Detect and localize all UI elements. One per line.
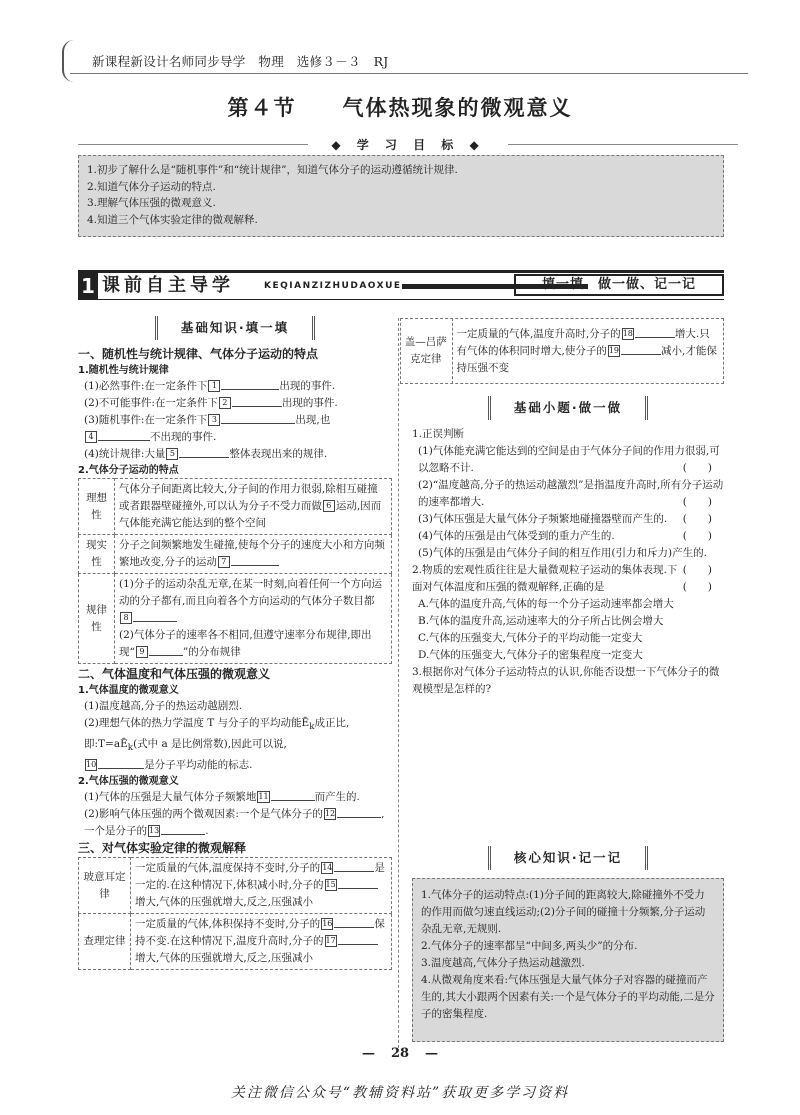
subheading-3: 1.气体温度的微观意义	[78, 685, 179, 696]
heading-two: 二、气体温度和气体压强的微观意义	[78, 667, 271, 681]
option-b[interactable]: B.气体的温度升高,运动速率大的分子所占比例会增大	[418, 615, 664, 627]
basic-knowledge-pill: 基础知识·填一填	[155, 316, 315, 340]
blank-box[interactable]: 15	[325, 880, 336, 890]
core-knowledge-pill: 核心知识·记一记	[488, 846, 648, 870]
blank-box[interactable]: 4	[85, 431, 97, 443]
answer-paren[interactable]: ( )	[682, 564, 712, 576]
page-title: 第４节 气体热现象的微观意义	[227, 96, 573, 120]
text-line: (1)温度越高,分子的热运动越剧烈.	[84, 700, 243, 712]
blank-box[interactable]: 17	[325, 936, 336, 946]
objectives-heading-text: 学 习 目 标	[356, 138, 460, 152]
objective-item: 3.理解气体压强的微观意义.	[87, 197, 216, 209]
blank-box[interactable]: 10	[86, 760, 97, 770]
row-value: 分子之间频繁地发生碰撞,使每个分子的速度大小和方向频繁地改变,分子的运动 7	[115, 535, 392, 574]
practice-column	[412, 396, 724, 698]
blank-box[interactable]: 19	[608, 345, 620, 355]
column-divider	[398, 318, 399, 1048]
question-1: 1.正误判断	[412, 428, 465, 440]
option-a[interactable]: A.气体的温度升高,气体的每一个分子运动速率都会增大	[418, 598, 674, 610]
judgement-item: (1)气体能充满它能达到的空间是由于气体分子间的作用力很弱,可以忽略不计. ( )	[412, 443, 724, 477]
practice-pill: 基础小题·做一做	[488, 396, 648, 420]
gay-lussac-row	[400, 318, 724, 384]
row-value: 一定质量的气体,体积保持不变时,分子的 16 保持不变.在这种情况下,温度升高时,分子的 17增大,气体的压强就增大,反之,压强减小	[131, 914, 392, 970]
core-item: 1.气体分子的运动特点:(1)分子间的距离较大,除碰撞外不受力的作用而做匀速直线运动;(2)分子间的碰撞十分频繁,分子运动杂乱无章,无规则.	[421, 889, 706, 935]
running-title: 新课程新设计名师同步导学 物理 选修３－３ RJ	[92, 54, 389, 69]
row-value: 一定质量的气体,温度升高时,分子的 18 增大.只有气体的体积同时增大,使分子的 19 减小,才能保持压强不变	[456, 327, 717, 374]
table-row	[400, 318, 724, 384]
answer-paren[interactable]: ( )	[682, 496, 712, 508]
row-key: 现实性	[79, 535, 115, 574]
fill-line: (2)不可能事件:在一定条件下 2 出现的事件.	[84, 397, 338, 409]
blank-box[interactable]: 2	[219, 397, 231, 409]
blank-box[interactable]: 14	[322, 863, 333, 873]
blank-box[interactable]: 13	[149, 826, 160, 836]
table-row	[79, 574, 392, 664]
blank-box[interactable]: 3	[208, 414, 220, 426]
motion-table	[78, 478, 392, 664]
footer-note: 关注微信公众号“教辅资料站”获取更多学习资料	[230, 1085, 570, 1101]
table-row	[79, 535, 392, 574]
question-2: 2.物质的宏观性质往往是大量微观粒子运动的集体表现.下面对气体温度和压强的微观解释,正确的是 ( )	[412, 562, 724, 596]
row-value: 一定质量的气体,温度保持不变时,分子的 14 是一定的.在这种情况下,体积减小时,分子的 15增大,气体的压强就增大,反之,压强减小	[131, 858, 392, 914]
subheading-4: 2.气体压强的微观意义	[78, 776, 179, 788]
section-pinyin: KEQIANZIZHUDAOXUE	[264, 281, 402, 291]
table-row	[79, 479, 392, 535]
fill-line: (3)随机事件:在一定条件下 3 出现,也	[84, 414, 331, 426]
section-tag: 填一填、做一做、记一记	[514, 274, 724, 296]
judgement-item: (3)气体压强是大量气体分子频繁地碰撞器壁而产生的. ( )	[412, 511, 724, 528]
core-knowledge-box	[412, 878, 724, 1042]
objectives-heading: ◆ 学 习 目 标 ◆	[78, 136, 738, 152]
blank-box[interactable]: 8	[120, 612, 132, 624]
question-3: 3.根据你对气体分子运动特点的认识,你能否设想一下气体分子的微观模型是怎样的?	[412, 666, 720, 695]
subheading-2: 2.气体分子运动的特点	[78, 465, 179, 476]
fill-line: 4 不出现的事件.	[78, 429, 392, 446]
blank-box[interactable]: 11	[258, 792, 269, 802]
judgement-item: (4)气体的压强是由气体受到的重力产生的. ( )	[412, 528, 724, 545]
header-rule	[70, 73, 748, 74]
row-key: 规律性	[79, 574, 115, 664]
row-value: (1)分子的运动杂乱无章,在某一时刻,向着任何一个方向运动的分子都有,而且向着各个方向运动的气体分子数目都8 (2)气体分子的速率各不相同,但遵守速率分布规律,即出现“ 9 ”的分布规律	[115, 574, 392, 664]
answer-paren[interactable]: ( )	[682, 530, 712, 542]
core-pill-wrap	[412, 846, 724, 876]
blank-box[interactable]: 5	[166, 448, 178, 460]
judgement-item: (2)“温度越高,分子的热运动越激烈”是指温度升高时,所有分子运动的速率都增大. ( )	[412, 477, 724, 511]
objective-item: 4.知道三个气体实验定律的微观解释.	[87, 213, 258, 226]
blank-box[interactable]: 9	[136, 646, 148, 658]
left-column	[78, 316, 392, 970]
option-c[interactable]: C.气体的压强变大,气体分子的平均动能一定变大	[418, 632, 643, 644]
row-key: 理想性	[79, 479, 115, 535]
answer-paren[interactable]: ( )	[682, 462, 712, 474]
laws-table	[78, 857, 392, 970]
answer-paren[interactable]: ( )	[682, 581, 712, 593]
option-d[interactable]: D.气体的压强变大,气体分子的密集程度一定变大	[418, 649, 643, 661]
judgement-item: (5)气体的压强是由气体分子间的相互作用(引力和斥力)产生的. ( )	[412, 545, 724, 562]
laws-table-continued	[400, 318, 724, 384]
fill-line: (1)气体的压强是大量气体分子频繁地 11 而产生的.	[84, 791, 360, 804]
row-key: 玻意耳定律	[79, 858, 131, 914]
fill-line: (2)影响气体压强的两个微观因素:一个是气体分子的 12 ,一个是分子的 13 .	[84, 808, 385, 838]
heading-three: 三、对气体实验定律的微观解释	[78, 841, 247, 856]
blank-box[interactable]: 6	[323, 500, 335, 512]
section-banner	[78, 270, 724, 300]
section-title: 课前自主导学	[102, 275, 234, 296]
header-bracket	[62, 40, 76, 82]
objective-item: 2.知道气体分子运动的特点.	[87, 180, 216, 193]
blank-box[interactable]: 1	[208, 380, 220, 392]
page-number: — 28 —	[361, 1046, 439, 1061]
core-item: 4.从微观角度来看:气体压强是大量气体分子对容器的碰撞而产生的,其大小跟两个因素有关:一个是气体分子的平均动能,二是分子的密集程度.	[421, 974, 715, 1020]
fill-line: (1)必然事件:在一定条件下 1 出现的事件.	[84, 380, 336, 392]
blank-box[interactable]: 12	[324, 809, 336, 819]
core-item: 3.温度越高,气体分子热运动越激烈.	[421, 957, 585, 969]
fill-line: (4)统计规律:大量 5 整体表现出来的规律.	[84, 448, 328, 460]
text-line: (2)理想气体的热力学温度 T 与分子的平均动能$Ē_k$成正比,即$:T=aĒ_k$(式中 a 是比例常数),因此可以说,	[84, 717, 350, 754]
row-key: 盖—吕萨克定律	[400, 318, 452, 384]
core-item: 2.气体分子的速率都呈“中间多,两头少”的分布.	[421, 940, 638, 952]
row-key: 查理定律	[79, 914, 131, 970]
table-row	[79, 858, 392, 914]
answer-paren[interactable]: ( )	[682, 513, 712, 525]
objective-item: 1.初步了解什么是“随机事件”和“统计规律”，知道气体分子的运动遵循统计规律.	[87, 164, 458, 176]
blank-box[interactable]: 7	[218, 556, 230, 568]
blank-box[interactable]: 16	[322, 919, 333, 929]
objectives-box	[78, 155, 724, 237]
blank-box[interactable]: 18	[622, 328, 633, 338]
fill-line: 10 是分子平均动能的标志.	[86, 759, 253, 772]
row-value: 气体分子间距离比较大,分子间的作用力很弱,除相互碰撞或者跟器壁碰撞外,可以认为分子不受力而做 6 运动,因而气体能充满它能达到的整个空间	[115, 479, 392, 535]
section-number: 1	[78, 273, 98, 299]
subheading-1: 1.随机性与统计规律	[78, 365, 169, 376]
table-row	[79, 914, 392, 970]
heading-one: 一、随机性与统计规律、气体分子运动的特点	[78, 347, 319, 361]
